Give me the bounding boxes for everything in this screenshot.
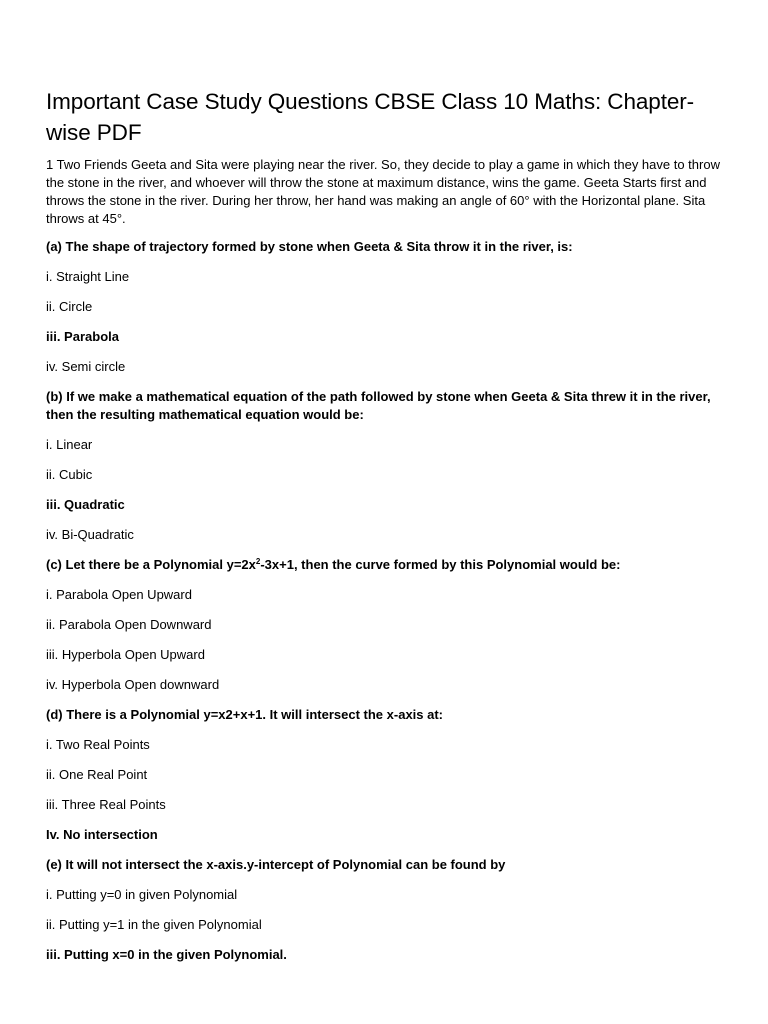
option-e-3-answer: iii. Putting x=0 in the given Polynomial. — [46, 947, 287, 962]
option-b-3-answer: iii. Quadratic — [46, 497, 125, 512]
option-c-4: iv. Hyperbola Open downward — [46, 677, 220, 692]
option-b-1: i. Linear — [46, 437, 93, 452]
option-b-2: ii. Cubic — [46, 467, 93, 482]
case-study-intro: 1 Two Friends Geeta and Sita were playing near the river. So, they decide to play a game in which they have to throw the stone in the river, and whoever will throw the stone at maximum distance, wins the game. Geeta Starts first and throws the stone in the river. During her throw, her hand was making an angle of 60° with the Horizontal plane. Sita throws at 45°. — [46, 157, 720, 226]
option-e-2: ii. Putting y=1 in the given Polynomial — [46, 917, 262, 932]
question-d: (d) There is a Polynomial y=x2+x+1. It will intersect the x-axis at: — [46, 707, 444, 722]
option-d-2: ii. One Real Point — [46, 767, 148, 782]
option-c-1: i. Parabola Open Upward — [46, 587, 192, 602]
question-c-exponent: 2 — [255, 557, 261, 566]
question-c-text-end: -3x+1, then the curve formed by this Polynomial would be: — [260, 557, 621, 572]
option-a-3-answer: iii. Parabola — [46, 329, 119, 344]
option-b-4: iv. Bi-Quadratic — [46, 527, 134, 542]
option-a-2: ii. Circle — [46, 299, 93, 314]
option-a-1: i. Straight Line — [46, 269, 130, 284]
question-e: (e) It will not intersect the x-axis.y-intercept of Polynomial can be found by — [46, 857, 506, 872]
document-page — [46, 86, 726, 976]
question-c-text-start: (c) Let there be a Polynomial y=2x — [46, 557, 256, 572]
option-d-1: i. Two Real Points — [46, 737, 150, 752]
document-title: Important Case Study Questions CBSE Class 10 Maths: Chapter-wise PDF — [46, 89, 695, 145]
question-a: (a) The shape of trajectory formed by stone when Geeta & Sita throw it in the river, is: — [46, 239, 573, 254]
question-c — [46, 556, 726, 574]
option-e-1: i. Putting y=0 in given Polynomial — [46, 887, 238, 902]
question-b: (b) If we make a mathematical equation of the path followed by stone when Geeta & Sita threw it in the river, then the resulting mathematical equation would be: — [46, 389, 711, 422]
option-d-3: iii. Three Real Points — [46, 797, 166, 812]
option-c-3: iii. Hyperbola Open Upward — [46, 647, 205, 662]
option-d-4-answer: Iv. No intersection — [46, 827, 158, 842]
option-a-4: iv. Semi circle — [46, 359, 126, 374]
option-c-2: ii. Parabola Open Downward — [46, 617, 212, 632]
